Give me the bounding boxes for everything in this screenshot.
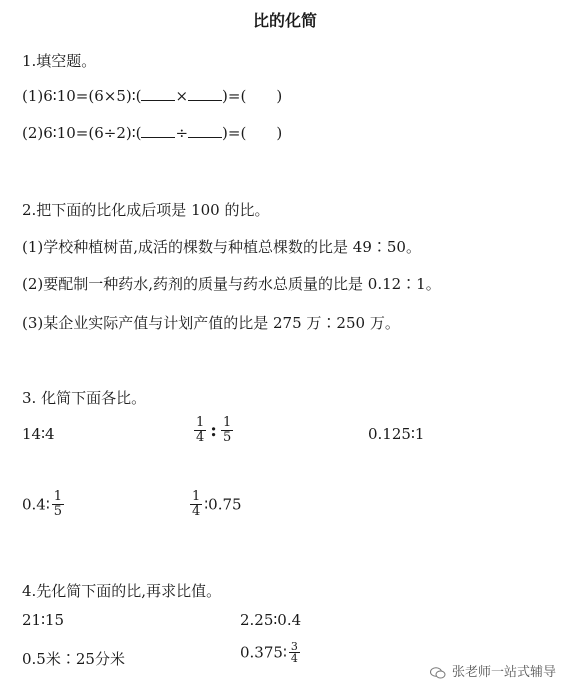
q1-2-mid: ÷ [175,124,189,142]
fraction [52,490,64,519]
ratio-4a: 21∶15 [22,611,65,629]
q1-1-mid: × [175,87,189,105]
denominator: 4 [196,430,205,445]
question-1-1 [22,86,282,105]
q1-1-right: )=( [222,87,247,105]
ratio-colon: : [210,420,217,441]
numerator: 1 [192,489,201,504]
numerator: 1 [53,489,63,504]
fraction [289,641,300,664]
numerator: 1 [222,415,232,430]
blank[interactable] [141,123,175,138]
question-2-2: (2)要配制一种药水,药剂的质量与药水总质量的比是 0.12∶1。 [22,275,441,293]
blank[interactable] [188,86,222,101]
ratio-3e [188,490,242,519]
fraction [190,490,202,519]
ratio-4d [240,641,302,664]
ratio-3d-prefix: 0.4∶ [22,495,50,514]
fraction [194,416,206,445]
denominator: 5 [53,504,63,519]
denominator: 5 [222,430,232,445]
q1-2-right: )=( [222,124,247,142]
section-2-heading: 2.把下面的比化成后项是 100 的比。 [22,201,270,219]
blank[interactable] [141,86,175,101]
q1-2-end: ) [276,124,283,142]
denominator: 4 [290,652,298,665]
ratio-3b [192,416,235,445]
ratio-4d-prefix: 0.375∶ [240,643,287,662]
section-3-heading: 3. 化简下面各比。 [22,389,147,407]
section-4-heading: 4.先化简下面的比,再求比值。 [22,582,222,600]
blank[interactable] [188,123,222,138]
wechat-icon [430,667,446,679]
numerator: 1 [196,415,205,430]
ratio-4b: 2.25∶0.4 [240,611,302,629]
ratio-4c: 0.5米∶25分米 [22,650,125,668]
numerator: 3 [290,640,298,653]
question-1-2 [22,123,282,142]
section-1-heading: 1.填空题。 [22,52,97,70]
fraction [221,416,233,445]
watermark-text: 张老师一站式辅导 [451,665,556,680]
ratio-3e-suffix: ∶0.75 [204,495,242,514]
ratio-3a: 14∶4 [22,425,55,443]
question-2-3: (3)某企业实际产值与计划产值的比是 275 万∶250 万。 [22,314,400,332]
question-2-1: (1)学校种植树苗,成活的棵数与种植总棵数的比是 49∶50。 [22,238,421,256]
page-title: 比的化简 [252,11,317,30]
q1-2-left: (2)6∶10=(6÷2)∶( [22,124,142,142]
q1-1-left: (1)6∶10=(6×5)∶( [22,87,142,105]
watermark [430,661,556,680]
denominator: 4 [192,504,201,519]
q1-1-end: ) [276,87,283,105]
ratio-3c: 0.125∶1 [368,425,425,443]
ratio-3d [22,490,66,519]
